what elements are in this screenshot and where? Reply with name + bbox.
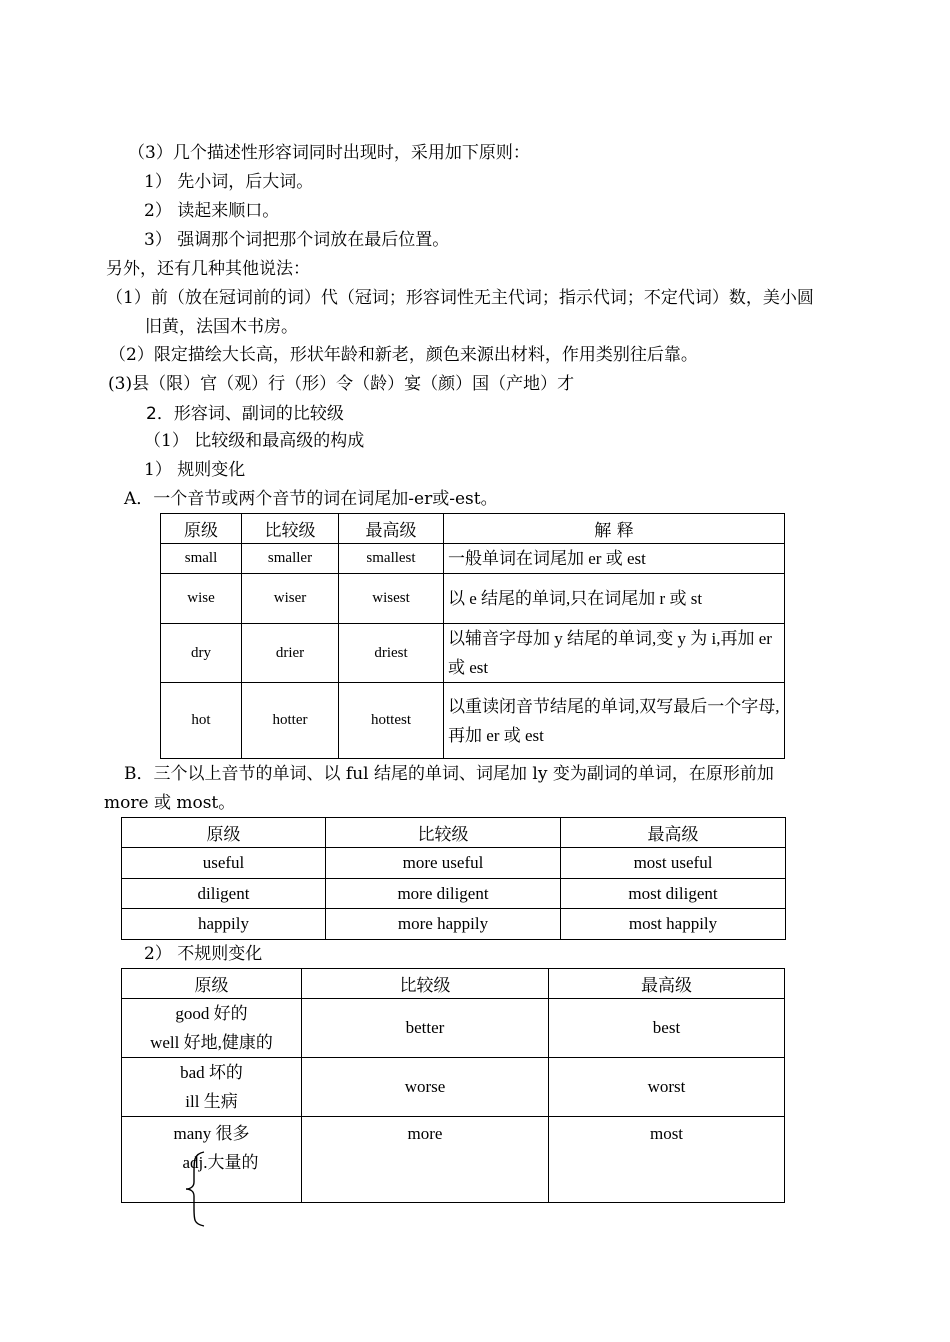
table-cell: useful: [122, 848, 326, 879]
header-cell: 原级: [161, 514, 242, 544]
brace-icon: [184, 1150, 208, 1228]
table-cell: hotter: [242, 683, 339, 759]
other-p3: (3)县（限）官（观）行（形）令（龄）宴（颜）国（产地）才: [108, 374, 575, 394]
table-irregular: [121, 968, 785, 1203]
table-row: [122, 848, 786, 879]
table-row: [122, 1058, 785, 1117]
table-cell: more: [302, 1117, 549, 1203]
table-cell: hot: [161, 683, 242, 759]
table-cell: diligent: [122, 879, 326, 909]
table-cell: [122, 1058, 302, 1117]
word-many: many 很多: [173, 1124, 250, 1143]
rule-b-line1: B．三个以上音节的单词、以 ful 结尾的单词、词尾加 ly 变为副词的单词，在原形前加: [124, 764, 774, 784]
table-cell: 以辅音字母加 y 结尾的单词,变 y 为 i,再加 er 或 est: [444, 624, 785, 683]
table-cell: wiser: [242, 574, 339, 624]
header-cell: 比较级: [242, 514, 339, 544]
table-cell: 以重读闭音节结尾的单词,双写最后一个字母,再加 er 或 est: [444, 683, 785, 759]
table-cell: worst: [549, 1058, 785, 1117]
other-p2: （2）限定描绘大长高，形状年龄和新老，颜色来源出材料，作用类别往后靠。: [109, 345, 698, 365]
rule-intro: （3）几个描述性形容词同时出现时，采用加下原则：: [128, 143, 530, 163]
table-row: [161, 683, 785, 759]
other-p1-line1: （1）前（放在冠词前的词）代（冠词；形容词性无主代词；指示代词；不定代词）数，美小圆: [106, 288, 814, 308]
word-good: good 好的: [175, 1004, 248, 1023]
table-cell: 一般单词在词尾加 er 或 est: [444, 544, 785, 574]
table-cell: most happily: [561, 909, 786, 940]
table-cell: wise: [161, 574, 242, 624]
table-row: [161, 544, 785, 574]
rule-a: A．一个音节或两个音节的词在词尾加-er或-est。: [124, 489, 498, 509]
table-cell: most useful: [561, 848, 786, 879]
table-header-row: [122, 969, 785, 999]
word-many-meaning: adj.大量的: [182, 1153, 259, 1172]
table-regular-b: [121, 817, 786, 940]
table-regular-a: [160, 513, 785, 759]
table-row: [161, 574, 785, 624]
table-cell: more happily: [326, 909, 561, 940]
table-cell: 以 e 结尾的单词,只在词尾加 r 或 st: [444, 574, 785, 624]
rule-1: 1） 先小词，后大词。: [144, 172, 314, 192]
header-cell: 比较级: [326, 818, 561, 848]
other-heading: 另外，还有几种其他说法：: [106, 259, 310, 279]
header-cell: 最高级: [339, 514, 444, 544]
table-cell: hottest: [339, 683, 444, 759]
table-cell: [122, 999, 302, 1058]
table-cell: smallest: [339, 544, 444, 574]
table-cell: worse: [302, 1058, 549, 1117]
table-row: [122, 879, 786, 909]
irregular-heading: 2） 不规则变化: [144, 944, 263, 964]
table-cell: most: [549, 1117, 785, 1203]
table-cell: more diligent: [326, 879, 561, 909]
word-ill: ill 生病: [185, 1092, 238, 1111]
table-row: [122, 1117, 785, 1203]
table-cell: most diligent: [561, 879, 786, 909]
word-well: well 好地,健康的: [150, 1033, 273, 1052]
rule-3: 3） 强调那个词把那个词放在最后位置。: [144, 230, 450, 250]
word-bad: bad 坏的: [180, 1063, 243, 1082]
header-cell: 比较级: [302, 969, 549, 999]
table-cell: smaller: [242, 544, 339, 574]
regular-heading: 1） 规则变化: [144, 460, 246, 480]
table-cell: happily: [122, 909, 326, 940]
table-cell: small: [161, 544, 242, 574]
table-row: [122, 999, 785, 1058]
table-cell: more useful: [326, 848, 561, 879]
table-cell: [122, 1117, 302, 1203]
header-cell: 解 释: [444, 514, 785, 544]
table-cell: driest: [339, 624, 444, 683]
rule-2: 2） 读起来顺口。: [144, 201, 280, 221]
header-cell: 最高级: [549, 969, 785, 999]
rule-b-line2: more 或 most。: [104, 793, 236, 813]
section-title: 2．形容词、副词的比较级: [146, 404, 344, 424]
table-header-row: [122, 818, 786, 848]
table-cell: best: [549, 999, 785, 1058]
table-row: [122, 909, 786, 940]
section-sub1: （1） 比较级和最高级的构成: [144, 431, 365, 451]
table-cell: dry: [161, 624, 242, 683]
table-cell: drier: [242, 624, 339, 683]
table-cell: better: [302, 999, 549, 1058]
table-header-row: [161, 514, 785, 544]
table-cell: wisest: [339, 574, 444, 624]
other-p1-line2: 旧黄，法国木书房。: [145, 317, 298, 337]
table-row: [161, 624, 785, 683]
header-cell: 原级: [122, 818, 326, 848]
header-cell: 最高级: [561, 818, 786, 848]
header-cell: 原级: [122, 969, 302, 999]
